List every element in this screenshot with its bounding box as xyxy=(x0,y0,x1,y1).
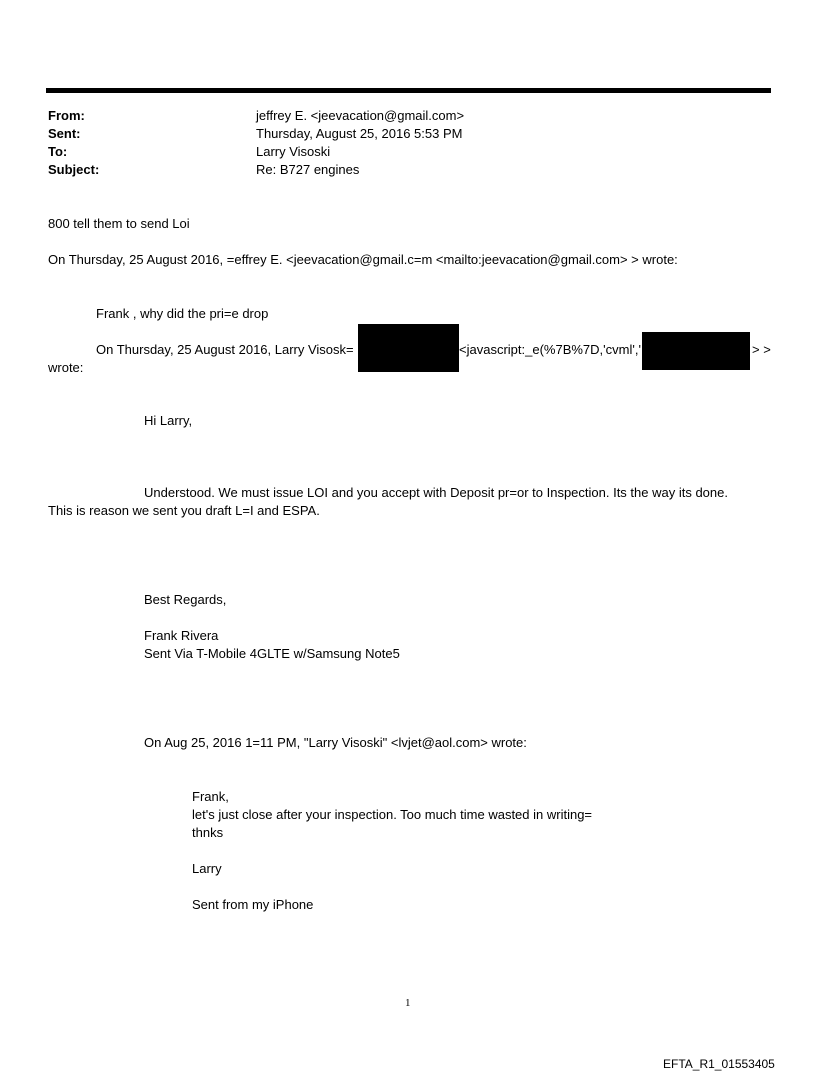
to-value: Larry Visoski xyxy=(256,144,331,159)
page-number: 1 xyxy=(405,997,411,1009)
document-id: EFTA_R1_01553405 xyxy=(663,1057,775,1071)
signature-name: Frank Rivera xyxy=(144,628,219,643)
paragraph-line-2: This is reason we sent you draft L=I and ESPA. xyxy=(48,503,320,518)
redaction-box-2 xyxy=(642,332,750,370)
quote-attribution-2a: On Thursday, 25 August 2016, Larry Visosk= xyxy=(96,342,354,357)
from-label: From: xyxy=(48,108,85,123)
sent-value: Thursday, August 25, 2016 5:53 PM xyxy=(256,126,463,141)
quote-1-text: Frank , why did the pri=e drop xyxy=(96,306,269,321)
quote-3-line-2: let's just close after your inspection. Too much time wasted in writing= xyxy=(192,807,593,822)
quote-3-line-1: Frank, xyxy=(192,789,229,804)
signature-sent-via: Sent Via T-Mobile 4GLTE w/Samsung Note5 xyxy=(144,646,400,661)
reply-line: 800 tell them to send Loi xyxy=(48,216,190,231)
subject-value: Re: B727 engines xyxy=(256,162,360,177)
redaction-box-1 xyxy=(358,324,459,372)
paragraph-line-1: Understood. We must issue LOI and you accept with Deposit pr=or to Inspection. Its the way its done. xyxy=(144,485,728,500)
sent-label: Sent: xyxy=(48,126,81,141)
quote-3-sent-from: Sent from my iPhone xyxy=(192,897,314,912)
to-label: To: xyxy=(48,144,68,159)
quote-3-line-3: thnks xyxy=(192,825,224,840)
quote-attribution-2-wrap: wrote: xyxy=(48,360,84,375)
quote-3-sign: Larry xyxy=(192,861,222,876)
greeting: Hi Larry, xyxy=(144,413,193,428)
quote-attribution-2b: <javascript:_e(%7B%7D,'cvml',' xyxy=(459,342,641,357)
quote-attribution-1: On Thursday, 25 August 2016, =effrey E. <jeevacation@gmail.c=m <mailto:jeevacation@gmail.com> > wrote: xyxy=(48,252,678,267)
from-value: jeffrey E. <jeevacation@gmail.com> xyxy=(256,108,465,123)
quote-attribution-3: On Aug 25, 2016 1=11 PM, "Larry Visoski" <lvjet@aol.com> wrote: xyxy=(144,735,527,750)
subject-label: Subject: xyxy=(48,162,100,177)
header-rule xyxy=(46,88,771,93)
quote-attribution-2c: > > xyxy=(752,342,771,357)
regards: Best Regards, xyxy=(144,592,227,607)
